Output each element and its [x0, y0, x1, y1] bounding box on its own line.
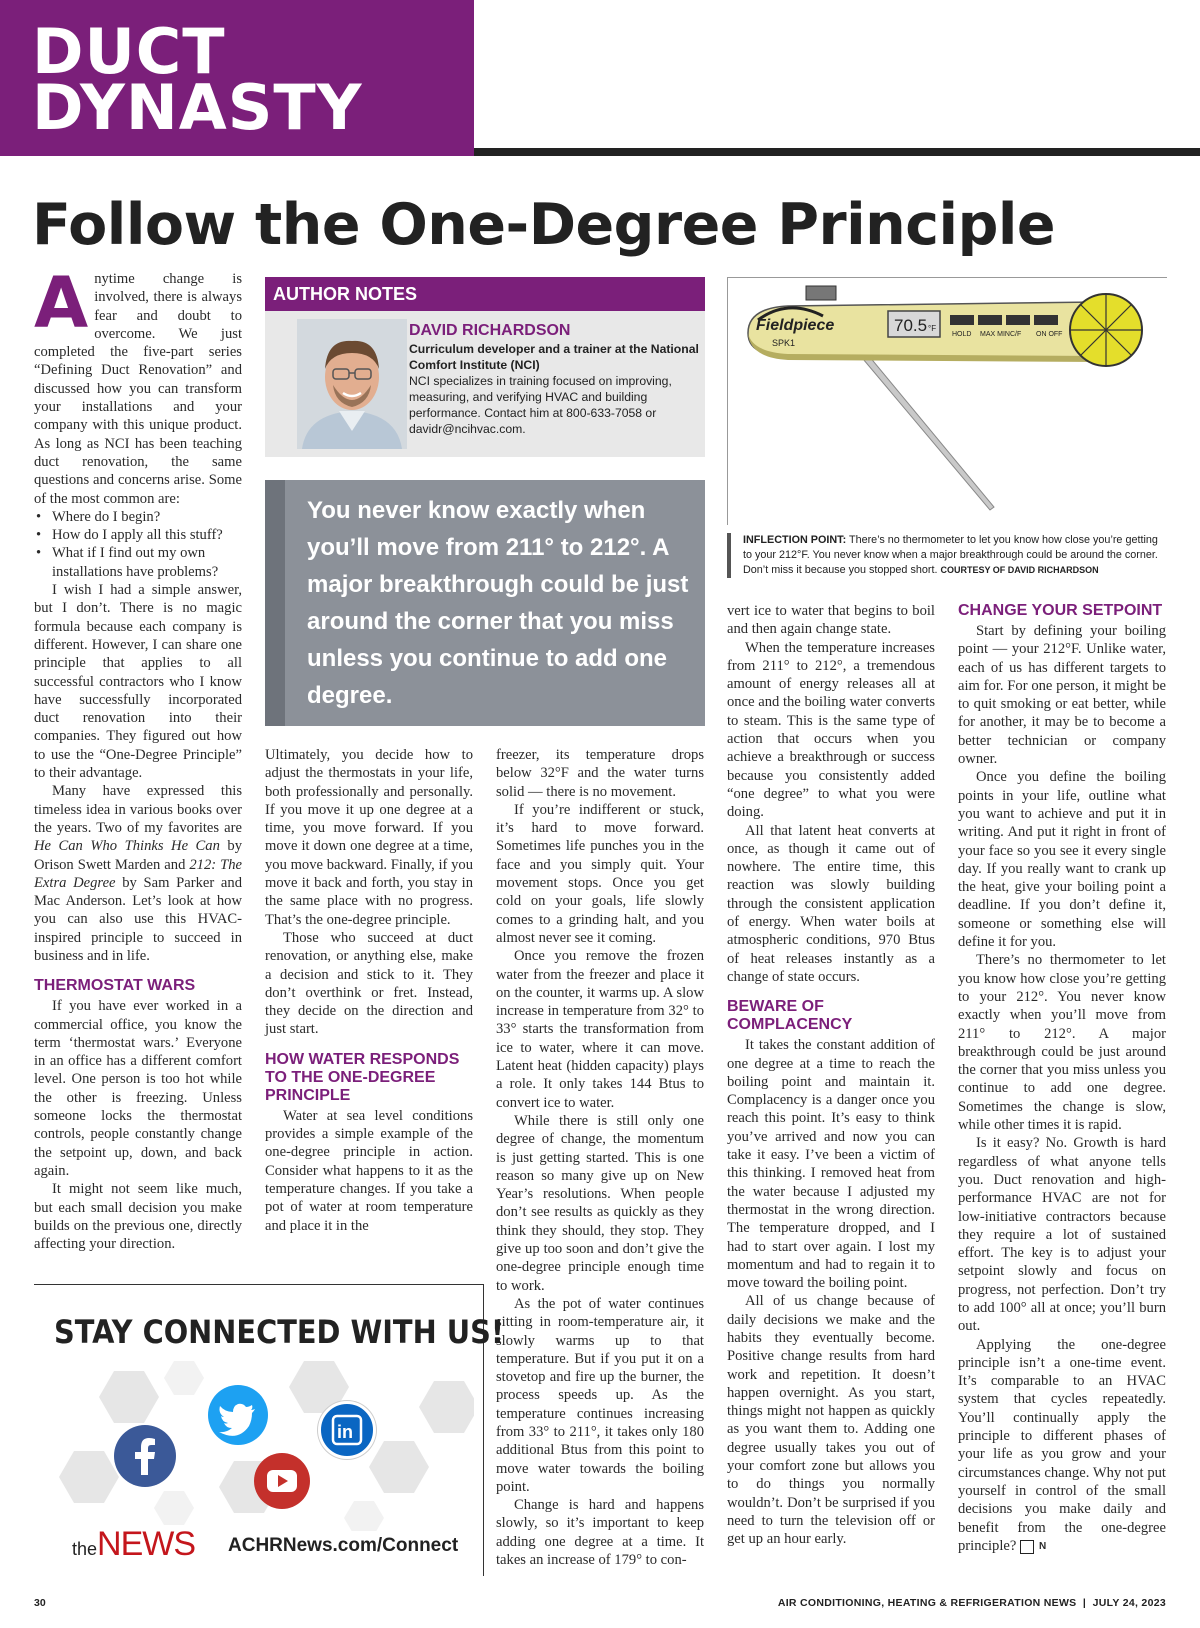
- publication-info: [778, 1597, 1166, 1609]
- author-photo: [297, 319, 407, 449]
- model-name: SPK1: [772, 338, 796, 348]
- caption-label: INFLECTION POINT:: [743, 534, 847, 546]
- facebook-icon[interactable]: [114, 1425, 176, 1487]
- svg-text:in: in: [337, 1422, 353, 1442]
- button-label: HOLD: [952, 331, 972, 338]
- button-label: MAX MIN: [980, 331, 1010, 338]
- paragraph: Change is hard and happens slowly, so it’s important to keep adding one degree at a time. It takes an increase of 179° to con-: [496, 1497, 704, 1569]
- body-column-3: [496, 746, 704, 1569]
- issue-date: JULY 24, 2023: [1092, 1597, 1166, 1609]
- publication-name: AIR CONDITIONING, HEATING & REFRIGERATION NEWS: [777, 1597, 1077, 1609]
- paragraph: Once you remove the frozen water from the freezer and place it on the counter, it warms up. A slow increase in temperature from 32° to 33° starts the transformation from ice to water, where it can move. Latent heat (hidden capacity) plays a role. It only takes 144 Btus to convert ice to water.: [496, 948, 704, 1111]
- button-label: C/F: [1010, 331, 1022, 338]
- display-unit: °F: [928, 324, 937, 333]
- body-column-4: [727, 602, 935, 1549]
- paragraph: freezer, its temperature drops below 32°F and the water turns solid — there is no movement.: [496, 747, 704, 800]
- body-column-1: [34, 262, 242, 1253]
- the-news-logo: [72, 1525, 195, 1564]
- thermometer-photo: [727, 277, 1167, 525]
- article-headline: Follow the One-Degree Principle: [32, 192, 1056, 258]
- paragraph: vert ice to water that begins to boil and then again change state.: [727, 603, 935, 638]
- list-item: • Where do I begin?: [34, 508, 242, 526]
- linkedin-icon[interactable]: [318, 1401, 376, 1459]
- masthead: [0, 0, 474, 156]
- caption-text: There’s no thermometer to let you know how close you’re getting to your 212°F. You never know when a major breakthrough could be around the corner. Don’t miss it because you stopped short.: [743, 534, 1158, 576]
- author-role: Curriculum developer and a trainer at the National Comfort Institute (NCI): [409, 342, 699, 372]
- paragraph: Those who succeed at duct renovation, or anything else, make a decision and stick to it. They don’t overthink or fret. Instead, they decide on the direction and just start.: [265, 929, 473, 1038]
- logo-news: NEWS: [97, 1525, 196, 1563]
- pull-quote-bar: [265, 480, 285, 726]
- subhead-how-water-responds: HOW WATER RESPONDS TO THE ONE-DEGREE PRINCIPLE: [265, 1050, 460, 1104]
- author-notes-box: [265, 277, 705, 457]
- subhead-change-setpoint: CHANGE YOUR SETPOINT: [958, 602, 1163, 619]
- section-title-line2: DYNASTY: [32, 71, 363, 144]
- author-notes-heading: AUTHOR NOTES: [265, 277, 705, 311]
- subhead-beware-complacency: BEWARE OF COMPLACENCY: [727, 998, 853, 1034]
- paragraph: All that latent heat converts at once, as though it came out of nowhere. The entire time, this reaction was slowly building through the consistent application of energy. When water boils at atmospheric conditions, 970 Btus of heat releases instantly as a change of state occurs.: [727, 822, 935, 985]
- list-item: • What if I find out my own installations have problems?: [34, 544, 242, 581]
- paragraph: When the temperature increases from 211° to 212°, a tremendous amount of energy releases all at once and the boiling water converts to steam. This is the same type of action that occurs when you achieve a breakthrough or success because you consistently added “one degree” to what you were doing.: [727, 639, 935, 821]
- author-name: DAVID RICHARDSON: [409, 322, 571, 339]
- book-title: He Can Who Thinks He Can: [34, 838, 220, 855]
- paragraph: There’s no thermometer to let you know how close you’re getting to your 212°. You never know exactly when you’ll move from 211° to 212°. A major breakthrough could be just around the corner that you miss unless you continue to add one degree. Sometimes the change is slow, while other times it is rapid.: [958, 952, 1166, 1134]
- section-title: [32, 15, 363, 144]
- logo-the: the: [72, 1539, 98, 1559]
- pull-quote-text: You never know exactly when you’ll move from 211° to 212°. A major breakthrough could be just around the corner that you miss unless you continue to add one degree.: [307, 497, 689, 709]
- ad-url-link[interactable]: ACHRNews.com/Connect: [228, 1535, 459, 1556]
- body-column-5: [958, 602, 1166, 1555]
- brand-name: Fieldpiece: [756, 317, 835, 334]
- paragraph: All of us change because of daily decisions we make and the habits they eventually become. Positive change results from hard work and repetition. It doesn’t happen overnight. As you start, things might not happen as quickly as you want them to. Adding one degree usually takes you out of your comfort zone but allows you to do things you normally wouldn’t. Don’t be surprised if you need to turn the television off or get up an hour early.: [727, 1293, 935, 1548]
- section-title-line1: DUCT: [32, 15, 226, 88]
- end-mark-icon: N: [1020, 1540, 1034, 1554]
- paragraph: Start by defining your boiling point — your 212°F. Unlike water, each of us has different targets to aim for. For one person, it might be to quit smoking or eat better, while for another, it may be to become a better technician or company owner.: [958, 623, 1166, 768]
- paragraph: Once you define the boiling points in your life, outline what you want to achieve and put it in writing. And put it right in front of your face so you see it every single day. If you really want to crank up the heat, give your boiling point a deadline. If you don’t define it, someone or something else will define it for you.: [958, 769, 1166, 951]
- page-number: 30: [34, 1597, 46, 1609]
- stay-connected-ad: [34, 1284, 504, 1576]
- paragraph: Ultimately, you decide how to adjust the thermostats in your life, both professionally and personally. If you move it up one degree at a time, you move forward. If you move it down one degree at a time, you move backward. Finally, if you move it back and forth, you stay in the same place with no progress. That’s the one-degree principle.: [265, 747, 473, 928]
- paragraph: It might not seem like much, but each small decision you make builds on the previous one, directly affecting your direction.: [34, 1181, 242, 1253]
- intro-paragraph: Anytime change is involved, there is always fear and doubt to overcome. We just completed the five-part series “Defining Duct Renovation” and discussed how you can transform your installations and your company with this unique product. As long as NCI has been teaching duct renovation, the same questions and concerns arise. Some of the most common are:: [34, 262, 242, 507]
- paragraph: Water at sea level conditions provides a simple example of the one-degree principle in action. Consider what happens to it as the temperature changes. If you take a pot of water at room temperature and place it in the: [265, 1107, 473, 1234]
- pull-quote: [265, 480, 705, 726]
- paragraph: As the pot of water continues sitting in room-temperature air, it slowly warms up to that temperature. But if you put it on a stovetop and fire up the burner, the process speeds up. As the temperature continues increasing from 33° to 211°, it takes only 180 additional Btus from this point to move water towards the boiling point.: [496, 1295, 704, 1495]
- author-bio: [409, 321, 699, 437]
- paragraph: While there is still only one degree of change, the momentum is just getting started. This is one reason so many give up on New Year’s resolutions. When people don’t see results as quickly as they think they should, they stop. They give up too soon and don’t give the one-degree principle enough time to work.: [496, 1112, 704, 1294]
- twitter-icon[interactable]: [208, 1385, 268, 1445]
- button-label: ON OFF: [1036, 331, 1063, 338]
- subhead-thermostat-wars: THERMOSTAT WARS: [34, 977, 196, 995]
- paragraph: Many have expressed this timeless idea in various books over the years. Two of my favorites are He Can Who Thinks He Can by Orison Swett Marden and 212: The Extra Degree by Sam Parker and Mac Anderson. Let’s look at how you can also use this HVAC-inspired principle to succeed in business and in life.: [34, 783, 242, 964]
- list-item: • How do I apply all this stuff?: [34, 526, 242, 544]
- paragraph: If you have ever worked in a commercial office, you know the term ‘thermostat wars.’ Everyone in an office has a different comfort level. One person is too hot while the other is freezing. Unless someone locks the thermostat controls, people constantly change the setpoint up, down, and back again.: [34, 998, 242, 1179]
- book-title: 212: The Extra Degree: [34, 856, 242, 891]
- paragraph: Is it easy? No. Growth is hard regardless of what anyone tells you. Duct renovation and high-performance HVAC are not for low-initiative contractors because they require a lot of sustained effort. The key is to adjust your setpoint slowly and focus on progress, not perfection. Don’t try to add 100° all at once; you’ll burn out.: [958, 1135, 1166, 1335]
- paragraph: It takes the constant addition of one degree at a time to reach the boiling point and maintain it. Complacency is a danger once you reach this point. It’s easy to think you’ve arrived and now you can take it easy. I’ve been a victim of this thinking. I removed heat from the water because I adjusted my thermostat in the wrong direction. The temperature dropped, and I had to start over again. I lost my momentum and had to regain it to move toward the boiling point.: [727, 1037, 935, 1292]
- paragraph: I wish I had a simple answer, but I don’t. There is no magic formula because each company is different. However, I can share one principle that applies to all successful contractors who I know have successfully incorporated duct renovation into their companies. They figured out how to use the “One-Degree Principle” to their advantage.: [34, 582, 242, 782]
- photo-caption: [727, 533, 1167, 578]
- author-description: NCI specializes in training focused on improving, measuring, and verifying HVAC and building performance. Contact him at 800-633-7058 or davidr@ncihvac.com.: [409, 374, 672, 436]
- photo-credit: COURTESY OF DAVID RICHARDSON: [940, 565, 1099, 575]
- display-reading: 70.5: [894, 316, 928, 335]
- question-list: [34, 508, 242, 581]
- drop-cap: A: [34, 262, 89, 344]
- body-column-2: [265, 746, 473, 1235]
- paragraph: Applying the one-degree principle isn’t a one-time event. It’s comparable to an HVAC system that cycles repeatedly. You’ll continually apply the principle to different phases of your life as you grow and your circumstances change. Why not put yourself in control of the small decisions you make daily and benefit from the one-degree principle? N: [958, 1336, 1166, 1554]
- header-rule: [474, 148, 1200, 156]
- youtube-icon[interactable]: [254, 1453, 310, 1509]
- footer-separator: |: [1082, 1597, 1087, 1609]
- ad-title: STAY CONNECTED WITH US!: [54, 1313, 504, 1351]
- paragraph: If you’re indifferent or stuck, it’s hard to move forward. Sometimes life punches you in the face and you simply quit. Your movement stops. Once you get cold on your goals, life slowly comes to a grinding halt, and you almost never see it coming.: [496, 801, 704, 946]
